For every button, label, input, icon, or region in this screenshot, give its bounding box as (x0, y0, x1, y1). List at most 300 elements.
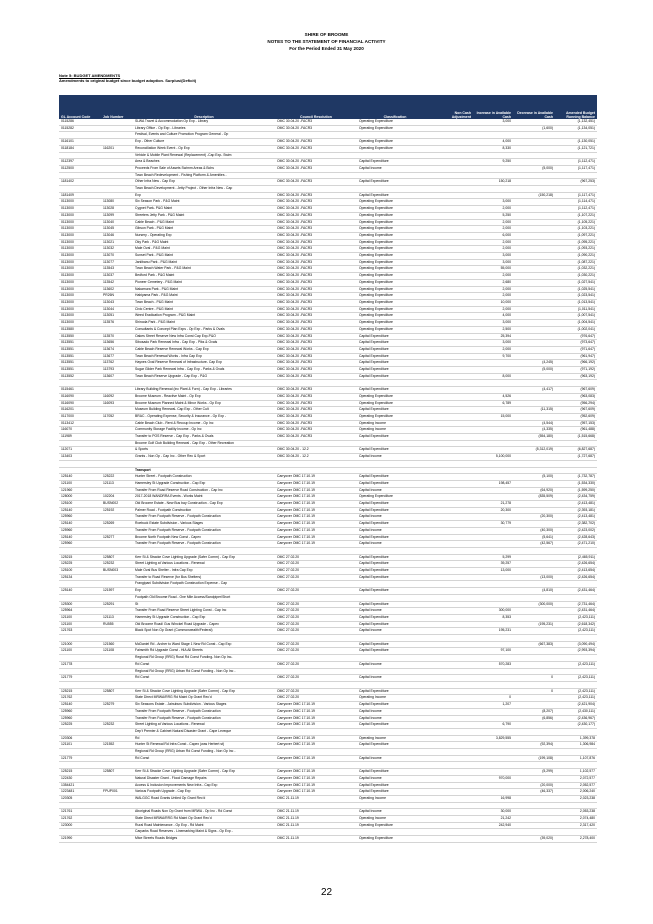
description-cell: Six Season Park - P&G Maint (133, 199, 275, 206)
non-cash-cell (433, 789, 473, 796)
balance-cell (555, 152, 597, 159)
balance-cell: (1,117,471) (555, 192, 597, 199)
classification-cell: Operating Expenditure (357, 199, 433, 206)
balance-cell: (2,465,911) (555, 554, 597, 561)
resolution-cell: Carryover OMC 17.10.19 (275, 494, 357, 501)
increase-cell: 3,000 (473, 320, 513, 327)
classification-cell: Capital Expenditure (357, 601, 433, 608)
resolution-cell: OMC 27.02.20 (275, 561, 357, 568)
balance-cell: (1,107,221) (555, 212, 597, 219)
description-cell: State Direct MRWA/RRG Rd Maint Op Grant Rec'd (133, 695, 275, 702)
gl-code-cell: 0116090 (59, 400, 101, 407)
table-row (59, 232, 597, 239)
table-row (59, 742, 597, 749)
resolution-cell (275, 668, 357, 675)
job-number-cell: 113040 (101, 219, 133, 226)
increase-cell: 2,500 (473, 326, 513, 333)
decrease-cell (513, 661, 555, 668)
non-cash-cell (433, 239, 473, 246)
resolution-cell (275, 728, 357, 735)
decrease-cell (513, 614, 555, 621)
table-row (59, 507, 597, 514)
increase-cell (473, 655, 513, 662)
table-row (59, 306, 597, 313)
gl-code-cell: 121762 (59, 816, 101, 823)
job-number-cell (101, 775, 133, 782)
gl-code-cell: 125225 (59, 722, 101, 729)
table-row (59, 172, 597, 179)
increase-cell (473, 836, 513, 843)
increase-cell (473, 547, 513, 554)
decrease-cell: (39,020) (513, 836, 555, 843)
description-cell: Transfer From Footpath Reserve - Footpath Construction (133, 708, 275, 715)
classification-cell: Capital Income (357, 809, 433, 816)
increase-cell: 6,789 (473, 400, 513, 407)
resolution-cell: OMC 30.04.20 -FACR3 (275, 259, 357, 266)
non-cash-cell (433, 695, 473, 702)
non-cash-cell (433, 641, 473, 648)
balance-cell: (3,090,494) (555, 641, 597, 648)
non-cash-cell (433, 313, 473, 320)
description-cell: Streeters Jetty Park - P&G Maint (133, 212, 275, 219)
job-number-cell (101, 179, 133, 186)
gl-code-cell: 0113000 (59, 259, 101, 266)
classification-cell: Capital Expenditure (357, 561, 433, 568)
job-number-cell (101, 594, 133, 601)
gl-code-cell: 125300 (59, 601, 101, 608)
gl-code-cell: 125140 (59, 507, 101, 514)
balance-cell: (1,013,541) (555, 299, 597, 306)
gl-code-cell: 0113000 (59, 313, 101, 320)
resolution-cell: OMC 30.04.20 -FACR3 (275, 299, 357, 306)
increase-cell (473, 125, 513, 132)
resolution-cell: Carryover OMC 17.10.19 (275, 708, 357, 715)
classification-cell: Operating Expenditure (357, 212, 433, 219)
increase-cell: 0 (473, 695, 513, 702)
description-cell: Kerr St & Stracke Cove Lighting Upgrade (Safer Comm) - Cap Exp (133, 688, 275, 695)
gl-code-cell: 0113000 (59, 206, 101, 213)
table-row (59, 420, 597, 427)
classification-cell: Capital Expenditure (357, 192, 433, 199)
non-cash-cell (433, 527, 473, 534)
job-number-cell: 113602 (101, 286, 133, 293)
description-cell: Library Office - Op Exp - Libraries (133, 125, 275, 132)
classification-cell: Operating Income (357, 427, 433, 434)
balance-cell: (957,153) (555, 420, 597, 427)
job-number-cell (101, 460, 133, 467)
non-cash-cell (433, 340, 473, 347)
non-cash-cell (433, 554, 473, 561)
decrease-cell (513, 286, 555, 293)
decrease-cell (513, 206, 555, 213)
increase-cell: 2,000 (473, 293, 513, 300)
description-cell: Transfer From Footpath Reserve - Footpath Construction (133, 514, 275, 521)
table-row (59, 273, 597, 280)
table-row (59, 728, 597, 735)
gl-code-cell: 121000 (59, 641, 101, 648)
resolution-cell: OMC 30.04.20 -FACR3 (275, 367, 357, 374)
gl-code-cell (59, 762, 101, 769)
decrease-cell (513, 775, 555, 782)
table-row (59, 373, 597, 380)
balance-cell: (2,731,464) (555, 601, 597, 608)
non-cash-cell (433, 474, 473, 481)
non-cash-cell (433, 521, 473, 528)
job-number-cell (101, 715, 133, 722)
decrease-cell (513, 373, 555, 380)
increase-cell: 15,000 (473, 413, 513, 420)
balance-cell: (1,030,221) (555, 273, 597, 280)
resolution-cell: Carryover OMC 17.10.19 (275, 534, 357, 541)
decrease-cell (513, 326, 555, 333)
increase-cell: 2,000 (473, 273, 513, 280)
non-cash-cell (433, 434, 473, 441)
increase-cell: 970,000 (473, 775, 513, 782)
non-cash-cell (433, 454, 473, 461)
description-cell: Nakamura Park - P&G Maint (133, 286, 275, 293)
decrease-cell (513, 273, 555, 280)
table-row (59, 480, 597, 487)
balance-cell: (1,117,471) (555, 165, 597, 172)
non-cash-cell (433, 206, 473, 213)
job-number-cell (101, 822, 133, 829)
resolution-cell: OMC 27.02.20 (275, 688, 357, 695)
gl-code-cell: 0113551 (59, 346, 101, 353)
job-number-cell: 113070 (101, 253, 133, 260)
balance-cell: (1,087,221) (555, 259, 597, 266)
non-cash-cell (433, 380, 473, 387)
resolution-cell (275, 547, 357, 554)
table-row (59, 152, 597, 159)
table-row (59, 165, 597, 172)
decrease-cell (513, 702, 555, 709)
description-cell: Bedford Park - P&G Maint (133, 273, 275, 280)
table-row (59, 467, 597, 474)
job-number-cell: 125277 (101, 534, 133, 541)
decrease-cell (513, 152, 555, 159)
description-cell: Rd (133, 735, 275, 742)
resolution-cell (275, 440, 357, 447)
non-cash-cell (433, 259, 473, 266)
non-cash-cell (433, 668, 473, 675)
balance-cell: (956,294) (555, 400, 597, 407)
decrease-cell: (20,000) (513, 782, 555, 789)
gl-code-cell: 0113551 (59, 340, 101, 347)
decrease-cell (513, 454, 555, 461)
balance-cell: (1,093,221) (555, 246, 597, 253)
resolution-cell (275, 186, 357, 193)
decrease-cell (513, 554, 555, 561)
decrease-cell (513, 655, 555, 662)
increase-cell (473, 769, 513, 776)
resolution-cell: Carryover OMC 17.10.19 (275, 480, 357, 487)
gl-code-cell: 0113551 (59, 367, 101, 374)
increase-cell: 97,100 (473, 648, 513, 655)
description-cell: Town Beach Renewal Works - Infra Cap Exp (133, 353, 275, 360)
table-row (59, 641, 597, 648)
job-number-cell: 125232 (101, 722, 133, 729)
job-number-cell (101, 755, 133, 762)
non-cash-cell (433, 360, 473, 367)
classification-cell: Capital Income (357, 541, 433, 548)
resolution-cell: OMC 30.04.20 -FACR3 (275, 387, 357, 394)
table-row (59, 769, 597, 776)
description-cell: Other Infra New - Cap Exp (133, 179, 275, 186)
description-cell: Exp (133, 192, 275, 199)
gl-code-cell (59, 682, 101, 689)
resolution-cell: OMC 30.04.20 -FACR3 (275, 407, 357, 414)
increase-cell (473, 682, 513, 689)
job-number-cell: 116201 (101, 145, 133, 152)
job-number-cell: 113045 (101, 226, 133, 233)
classification-cell: Capital Expenditure (357, 641, 433, 648)
gl-code-cell (59, 655, 101, 662)
description-cell: & Sports (133, 447, 275, 454)
job-number-cell: 113656 (101, 340, 133, 347)
non-cash-cell (433, 809, 473, 816)
description-cell: Oky Park - P&G Maint (133, 239, 275, 246)
resolution-cell: OMC 30.04.20 -FACR3 (275, 119, 357, 125)
gl-code-cell: 0113000 (59, 320, 101, 327)
table-row (59, 159, 597, 166)
resolution-cell: OMC 27.02.20 (275, 588, 357, 595)
job-number-cell: 113044 (101, 306, 133, 313)
classification-cell: Capital Expenditure (357, 702, 433, 709)
non-cash-cell (433, 219, 473, 226)
resolution-cell (275, 172, 357, 179)
balance-cell (555, 728, 597, 735)
gl-code-cell (59, 802, 101, 809)
decrease-cell (513, 413, 555, 420)
classification-cell: Capital Income (357, 527, 433, 534)
resolution-cell: Carryover OMC 17.10.19 (275, 722, 357, 729)
increase-cell: 195,231 (473, 628, 513, 635)
non-cash-cell (433, 769, 473, 776)
gl-code-cell: 125964 (59, 608, 101, 615)
classification-cell: Operating Expenditure (357, 413, 433, 420)
gl-code-cell: 0115286 (59, 119, 101, 125)
classification-cell: Operating Expenditure (357, 206, 433, 213)
classification-cell: Operating Expenditure (357, 259, 433, 266)
balance-cell: (967,609) (555, 407, 597, 414)
classification-cell: Capital Expenditure (357, 340, 433, 347)
gl-code-cell: 0113000 (59, 273, 101, 280)
table-row (59, 454, 597, 461)
non-cash-cell (433, 286, 473, 293)
increase-cell: 2,000 (473, 346, 513, 353)
description-cell: Cable Beach Reserve Renewal Works - Cap Exp (133, 346, 275, 353)
resolution-cell: OMC 27.02.20 (275, 675, 357, 682)
increase-cell: 198,457 (473, 480, 513, 487)
description-cell: Broome Museum Planned Maint & Minor Works - Op Exp (133, 400, 275, 407)
classification-cell (357, 186, 433, 193)
decrease-cell (513, 340, 555, 347)
non-cash-cell (433, 735, 473, 742)
non-cash-cell (433, 749, 473, 756)
balance-cell (555, 172, 597, 179)
increase-cell: 2,000 (473, 246, 513, 253)
job-number-cell (101, 527, 133, 534)
balance-cell: (976,647) (555, 333, 597, 340)
job-number-cell (101, 695, 133, 702)
gl-code-cell (59, 440, 101, 447)
job-number-cell: 125807 (101, 554, 133, 561)
non-cash-cell (433, 655, 473, 662)
table-row (59, 192, 597, 199)
table-row (59, 581, 597, 588)
resolution-cell: OMC 30.04.20 -FACR3 (275, 373, 357, 380)
classification-cell: Capital Expenditure (357, 407, 433, 414)
increase-cell (473, 789, 513, 796)
table-row (59, 635, 597, 642)
table-row (59, 407, 597, 414)
gl-code-cell: 0118184 (59, 145, 101, 152)
non-cash-cell (433, 568, 473, 575)
table-row (59, 782, 597, 789)
table-row (59, 333, 597, 340)
classification-cell: Capital Expenditure (357, 474, 433, 481)
balance-cell: 2,053,238 (555, 809, 597, 816)
non-cash-cell (433, 755, 473, 762)
job-number-cell (101, 186, 133, 193)
gl-code-cell: 120305 (59, 795, 101, 802)
classification-cell: Capital Income (357, 165, 433, 172)
decrease-cell (513, 299, 555, 306)
non-cash-cell (433, 561, 473, 568)
balance-cell: (2,428,643) (555, 534, 597, 541)
balance-cell: (2,423,111) (555, 614, 597, 621)
increase-cell (473, 152, 513, 159)
increase-cell (473, 467, 513, 474)
description-cell: Street Lighting at Various Locations - Renewal (133, 561, 275, 568)
decrease-cell: (4,245) (513, 360, 555, 367)
description-cell: Broome North Footpath New Const - Capex (133, 534, 275, 541)
job-number-cell: 121113 (101, 614, 133, 621)
gl-code-cell: 0113000 (59, 246, 101, 253)
non-cash-cell (433, 661, 473, 668)
decrease-cell (513, 259, 555, 266)
balance-cell: (1,011,541) (555, 306, 597, 313)
gl-code-cell: 0112397 (59, 159, 101, 166)
decrease-cell (513, 628, 555, 635)
decrease-cell (513, 139, 555, 146)
decrease-cell (513, 440, 555, 447)
classification-cell: Operating Expenditure (357, 219, 433, 226)
shire-name: SHIRE OF BROOME (304, 32, 349, 37)
resolution-cell: Carryover OMC 17.10.19 (275, 789, 357, 796)
balance-cell: (1,095,221) (555, 239, 597, 246)
increase-cell: 4,000 (473, 139, 513, 146)
description-cell: Transfer From Footpath Reserve - Footpath Construction (133, 527, 275, 534)
decrease-cell (513, 749, 555, 756)
increase-cell: 4,526 (473, 393, 513, 400)
classification-cell: Capital Expenditure (357, 742, 433, 749)
decrease-cell (513, 467, 555, 474)
balance-cell: (1,727,687) (555, 454, 597, 461)
report-period: For the Period Ended 31 May 2020 (289, 46, 364, 52)
classification-cell: Capital Expenditure (357, 179, 433, 186)
balance-cell: (1,097,221) (555, 232, 597, 239)
decrease-cell (513, 735, 555, 742)
resolution-cell: Carryover OMC 17.10.19 (275, 527, 357, 534)
classification-cell (357, 728, 433, 735)
classification-cell (357, 460, 433, 467)
job-number-cell (101, 735, 133, 742)
decrease-cell (513, 226, 555, 233)
increase-cell: 5,250 (473, 212, 513, 219)
increase-cell: 6,790 (473, 722, 513, 729)
table-row (59, 400, 597, 407)
gl-code-cell: 0113000 (59, 219, 101, 226)
classification-cell: Operating Expenditure (357, 246, 433, 253)
table-row (59, 206, 597, 213)
classification-cell: Operating Expenditure (357, 226, 433, 233)
classification-cell (357, 635, 433, 642)
balance-cell: (1,121,721) (555, 145, 597, 152)
decrease-cell (513, 668, 555, 675)
resolution-cell: OMC 21.11.19 (275, 822, 357, 829)
description-cell: BRAC - Operating Expense, Security & Insurance - Op Exp - (133, 413, 275, 420)
gl-code-cell: 0113000 (59, 286, 101, 293)
gl-code-cell: 125140 (59, 521, 101, 528)
increase-cell (473, 668, 513, 675)
balance-cell: 1,399,378 (555, 735, 597, 742)
table-row (59, 266, 597, 273)
header-gl-account-code: GL Account Code (59, 95, 101, 119)
classification-cell (357, 380, 433, 387)
gl-code-cell: 116070 (59, 427, 101, 434)
description-cell: Transfer to POS Reserve - Cap Exp - Parks & Ovals (133, 434, 275, 441)
increase-cell (473, 621, 513, 628)
balance-cell: (1,515,668) (555, 434, 597, 441)
job-number-cell: 121113 (101, 480, 133, 487)
increase-cell: 3,829,555 (473, 735, 513, 742)
description-cell (133, 802, 275, 809)
increase-cell (473, 387, 513, 394)
non-cash-cell (433, 199, 473, 206)
increase-cell (473, 447, 513, 454)
balance-cell: (2,421,904) (555, 702, 597, 709)
classification-cell: Operating Income (357, 816, 433, 823)
description-cell: Footpath Old Broome Road - One Mile Access/Sandpiper/Short (133, 594, 275, 601)
balance-cell: (1,090,221) (555, 253, 597, 260)
increase-cell (473, 434, 513, 441)
classification-cell (357, 594, 433, 601)
gl-code-cell (59, 152, 101, 159)
balance-cell: (973,647) (555, 340, 597, 347)
description-cell (133, 460, 275, 467)
job-number-cell (101, 728, 133, 735)
resolution-cell: OMC 30.04.20 -FACR3 (275, 212, 357, 219)
balance-cell: (1,732,787) (555, 474, 597, 481)
non-cash-cell (433, 688, 473, 695)
resolution-cell: OMC 27.02.20 (275, 568, 357, 575)
classification-cell: Capital Expenditure (357, 387, 433, 394)
description-cell: Town Beach - P&G Maint (133, 299, 275, 306)
non-cash-cell (433, 420, 473, 427)
balance-cell: 2,023,238 (555, 795, 597, 802)
balance-cell: (2,382,702) (555, 521, 597, 528)
resolution-cell (275, 635, 357, 642)
non-cash-cell (433, 494, 473, 501)
gl-code-cell: 122430 (59, 775, 101, 782)
classification-cell (357, 762, 433, 769)
gl-code-cell: 0113000 (59, 232, 101, 239)
decrease-cell (513, 186, 555, 193)
resolution-cell: OMC 30.04.20 - 12.2 (275, 447, 357, 454)
table-row (59, 802, 597, 809)
header-increase-available-cash: Increase in Available Cash (473, 95, 513, 119)
